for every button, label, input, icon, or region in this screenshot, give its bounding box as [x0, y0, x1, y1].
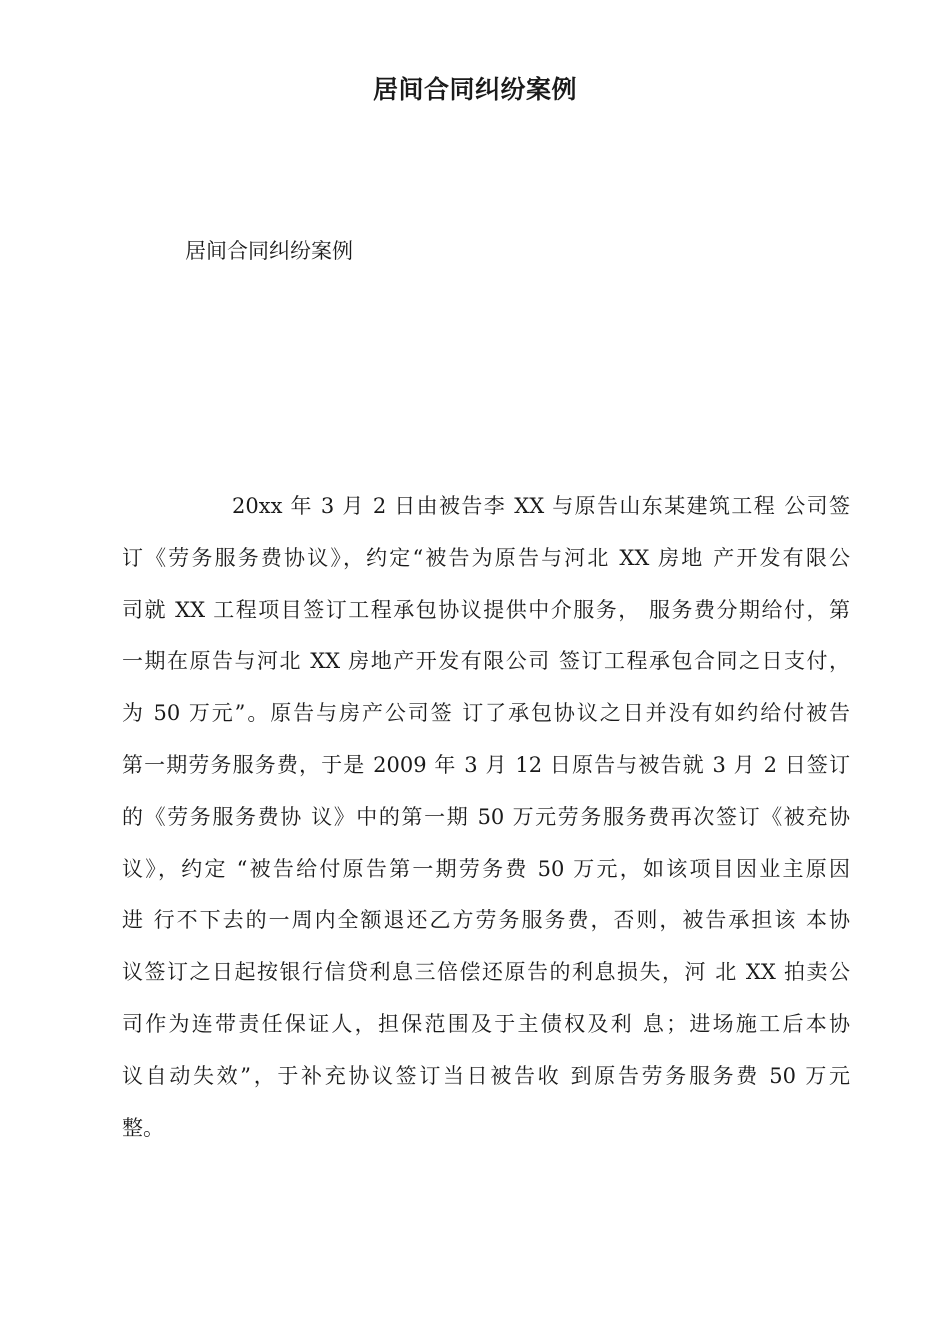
body-line: 议自动失效”，于补充协议签订当日被告收 到原告劳务服务费 50 万元 — [122, 1063, 850, 1088]
body-line: 一期在原告与河北 XX 房地产开发有限公司 签订工程承包合同之日支付， — [122, 649, 850, 674]
body-line: 议签订之日起按银行信贷利息三倍偿还原告的利息损失，河 北 XX 拍卖公 — [122, 960, 850, 985]
document-subtitle: 居间合同纠纷案例 — [185, 239, 353, 263]
body-line: 进 行不下去的一周内全额退还乙方劳务服务费，否则，被告承担该 本协 — [122, 908, 850, 933]
body-line: 为 50 万元”。原告与房产公司签 订了承包协议之日并没有如约给付被告 — [122, 701, 850, 726]
body-line: 的《劳务服务费协 议》中的第一期 50 万元劳务服务费再次签订《被充协 — [122, 804, 850, 829]
body-line: 司就 XX 工程项目签订工程承包协议提供中介服务， 服务费分期给付，第 — [122, 597, 850, 622]
document-body — [122, 489, 850, 1162]
body-line: 整。 — [122, 1115, 164, 1140]
document-title: 居间合同纠纷案例 — [372, 75, 577, 104]
body-line: 订《劳务服务费协议》，约定“被告为原告与河北 XX 房地 产开发有限公 — [122, 545, 850, 570]
body-line: 20xx 年 3 月 2 日由被告李 XX 与原告山东某建筑工程 公司签 — [232, 494, 850, 518]
body-line: 议》，约定 “被告给付原告第一期劳务费 50 万元，如该项目因业主原因 — [122, 856, 850, 881]
body-line: 司作为连带责任保证人，担保范围及于主债权及利 息；进场施工后本协 — [122, 1011, 850, 1036]
body-line: 第一期劳务服务费，于是 2009 年 3 月 12 日原告与被告就 3 月 2 日签订 — [122, 752, 850, 777]
